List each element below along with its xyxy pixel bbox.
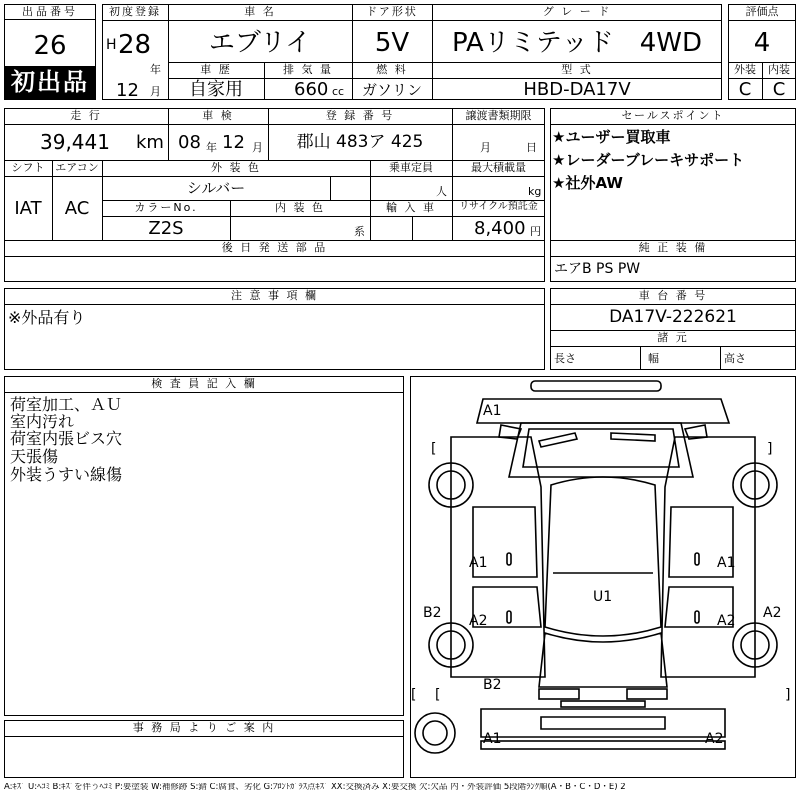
length-label: 長さ <box>554 352 576 365</box>
later-parts-label: 後 日 発 送 部 品 <box>221 241 328 254</box>
displacement: 660 <box>294 79 329 100</box>
mark-front-top: A1 <box>483 403 502 419</box>
plate-number: 郡山 483ア 425 <box>296 132 424 152</box>
inspection-month: 12 <box>222 132 245 153</box>
seats-unit: 人 <box>436 185 447 198</box>
import-label: 輸 入 車 <box>386 201 436 214</box>
recycle-amount: 8,400 <box>474 218 526 239</box>
inspector-line-4: 天張傷 <box>10 447 59 466</box>
reg-label: 初度登録 <box>109 5 161 18</box>
first-listing-badge <box>5 66 95 99</box>
lot-number-label: 出品番号 <box>5 5 95 20</box>
sales-point-2: ★レーダーブレーキサポート <box>552 151 745 169</box>
car-name: エブリイ <box>208 28 312 58</box>
mileage: 39,441 <box>40 130 110 154</box>
mileage-label: 走 行 <box>70 109 102 122</box>
model: HBD-DA17V <box>523 79 631 100</box>
mark-right-front-door: A1 <box>717 555 736 571</box>
first-listing-text: 初出品 <box>11 68 89 96</box>
svg-text:[: [ <box>435 687 441 703</box>
mark-rear-right: A2 <box>705 731 724 747</box>
inspector-line-1: 荷室加工、ＡＵ <box>10 395 123 414</box>
month-unit: 月 <box>150 85 161 98</box>
mark-rear-panel: B2 <box>483 677 502 693</box>
grade-label: グ レ ー ド <box>542 5 612 18</box>
genuine-label: 純 正 装 備 <box>638 241 708 254</box>
svg-text:[: [ <box>431 441 437 457</box>
inspector-line-2: 室内汚れ <box>10 412 75 431</box>
mark-left-front-door: A1 <box>469 555 488 571</box>
car-outline <box>411 377 795 777</box>
svg-text:]: ] <box>785 687 791 703</box>
svg-text:]: ] <box>767 441 773 457</box>
transfer-month: 月 <box>480 141 491 154</box>
inspector-line-3: 荷室内張ビス穴 <box>10 429 123 448</box>
shift-label: シフト <box>11 161 45 174</box>
era: H <box>106 37 117 53</box>
plate-label: 登 録 番 号 <box>325 109 395 122</box>
reg-month: 12 <box>116 80 139 101</box>
sales-point-1: ★ユーザー買取車 <box>552 128 671 146</box>
km-unit: km <box>136 132 164 153</box>
interior-unit: 系 <box>354 225 365 238</box>
reg-year: 28 <box>118 30 152 60</box>
mark-left-side: B2 <box>423 605 442 621</box>
car-name-label: 車 名 <box>244 5 276 18</box>
mark-left-rear-door: A2 <box>469 613 488 629</box>
year-unit: 年 <box>150 63 161 76</box>
color-no-label: カラーNo. <box>134 201 198 214</box>
displacement-label: 排 気 量 <box>283 63 333 76</box>
legend: A:ｷｽﾞ U:ﾍｺﾐ B:ｷｽﾞを伴うﾍｺﾐ P:要塗装 W:補修跡 S:錆 C:腐食、劣化 G:ﾌﾛﾝﾄｶﾞﾗｽ点ｷｽﾞ XX:交換済み X:要交換 欠:欠品 内・外装評価 5段階ﾗﾝｸ順(A・B・C・D・E) 2 <box>4 783 626 792</box>
model-label: 型 式 <box>561 63 593 76</box>
mark-rear-left: A1 <box>483 731 502 747</box>
score-label: 評価点 <box>745 5 779 18</box>
cc-unit: cc <box>332 85 345 98</box>
office-label: 事 務 局 よ り ご 案 内 <box>132 721 276 734</box>
ext-label: 外装 <box>734 63 756 76</box>
svg-text:[: [ <box>411 687 417 703</box>
door-type: 5V <box>374 28 410 58</box>
history: 自家用 <box>189 79 243 100</box>
transfer-label: 譲渡書類期限 <box>465 109 532 122</box>
transfer-day: 日 <box>526 141 537 154</box>
ext-grade: C <box>738 79 752 100</box>
door-label: ドア形状 <box>366 5 418 18</box>
inspection-label: 車 検 <box>202 109 234 122</box>
load-unit: kg <box>528 185 542 198</box>
recycle-label: リサイクル預託金 <box>459 201 538 212</box>
shift: IAT <box>14 198 42 219</box>
spec-label: 諸 元 <box>657 331 689 344</box>
width-label: 幅 <box>648 352 659 365</box>
genuine-equipment: エアB PS PW <box>554 261 641 277</box>
mark-roof: U1 <box>593 589 613 605</box>
fuel: ガソリン <box>361 81 422 99</box>
score: 4 <box>753 28 771 58</box>
load-label: 最大積載量 <box>471 161 526 174</box>
sales-point-3: ★社外AW <box>552 174 623 192</box>
int-grade: C <box>772 79 786 100</box>
notes-text: ※外品有り <box>8 308 86 327</box>
inspection-year-unit: 年 <box>206 141 217 154</box>
fuel-label: 燃 料 <box>376 63 408 76</box>
seats-label: 乗車定員 <box>389 161 433 174</box>
notes-label: 注 意 事 項 欄 <box>231 289 318 302</box>
inspector-line-5: 外装うすい線傷 <box>10 465 123 484</box>
int-label: 内装 <box>768 63 790 76</box>
lot-number: 26 <box>33 31 67 61</box>
color-label: 外 装 色 <box>211 161 261 174</box>
inspection-month-unit: 月 <box>252 141 263 154</box>
chassis-number: DA17V-222621 <box>609 307 737 327</box>
condition-diagram <box>410 376 796 778</box>
inspection-year: 08 <box>178 132 201 153</box>
interior-label: 内 装 色 <box>275 201 325 214</box>
grade: PAリミテッド 4WD <box>451 28 703 58</box>
mark-right-side: A2 <box>763 605 782 621</box>
yen-unit: 円 <box>530 225 541 238</box>
color-no: Z2S <box>148 218 184 239</box>
ac-label: エアコン <box>55 161 99 174</box>
mark-right-rear-door: A2 <box>717 613 736 629</box>
ac: AC <box>64 198 90 219</box>
height-label: 高さ <box>724 352 746 365</box>
chassis-label: 車 台 番 号 <box>638 289 708 302</box>
sales-point-label: セールスポイント <box>621 109 725 122</box>
exterior-color: シルバー <box>186 179 246 197</box>
inspector-label: 検 査 員 記 入 欄 <box>151 377 257 390</box>
history-label: 車 歴 <box>200 63 232 76</box>
